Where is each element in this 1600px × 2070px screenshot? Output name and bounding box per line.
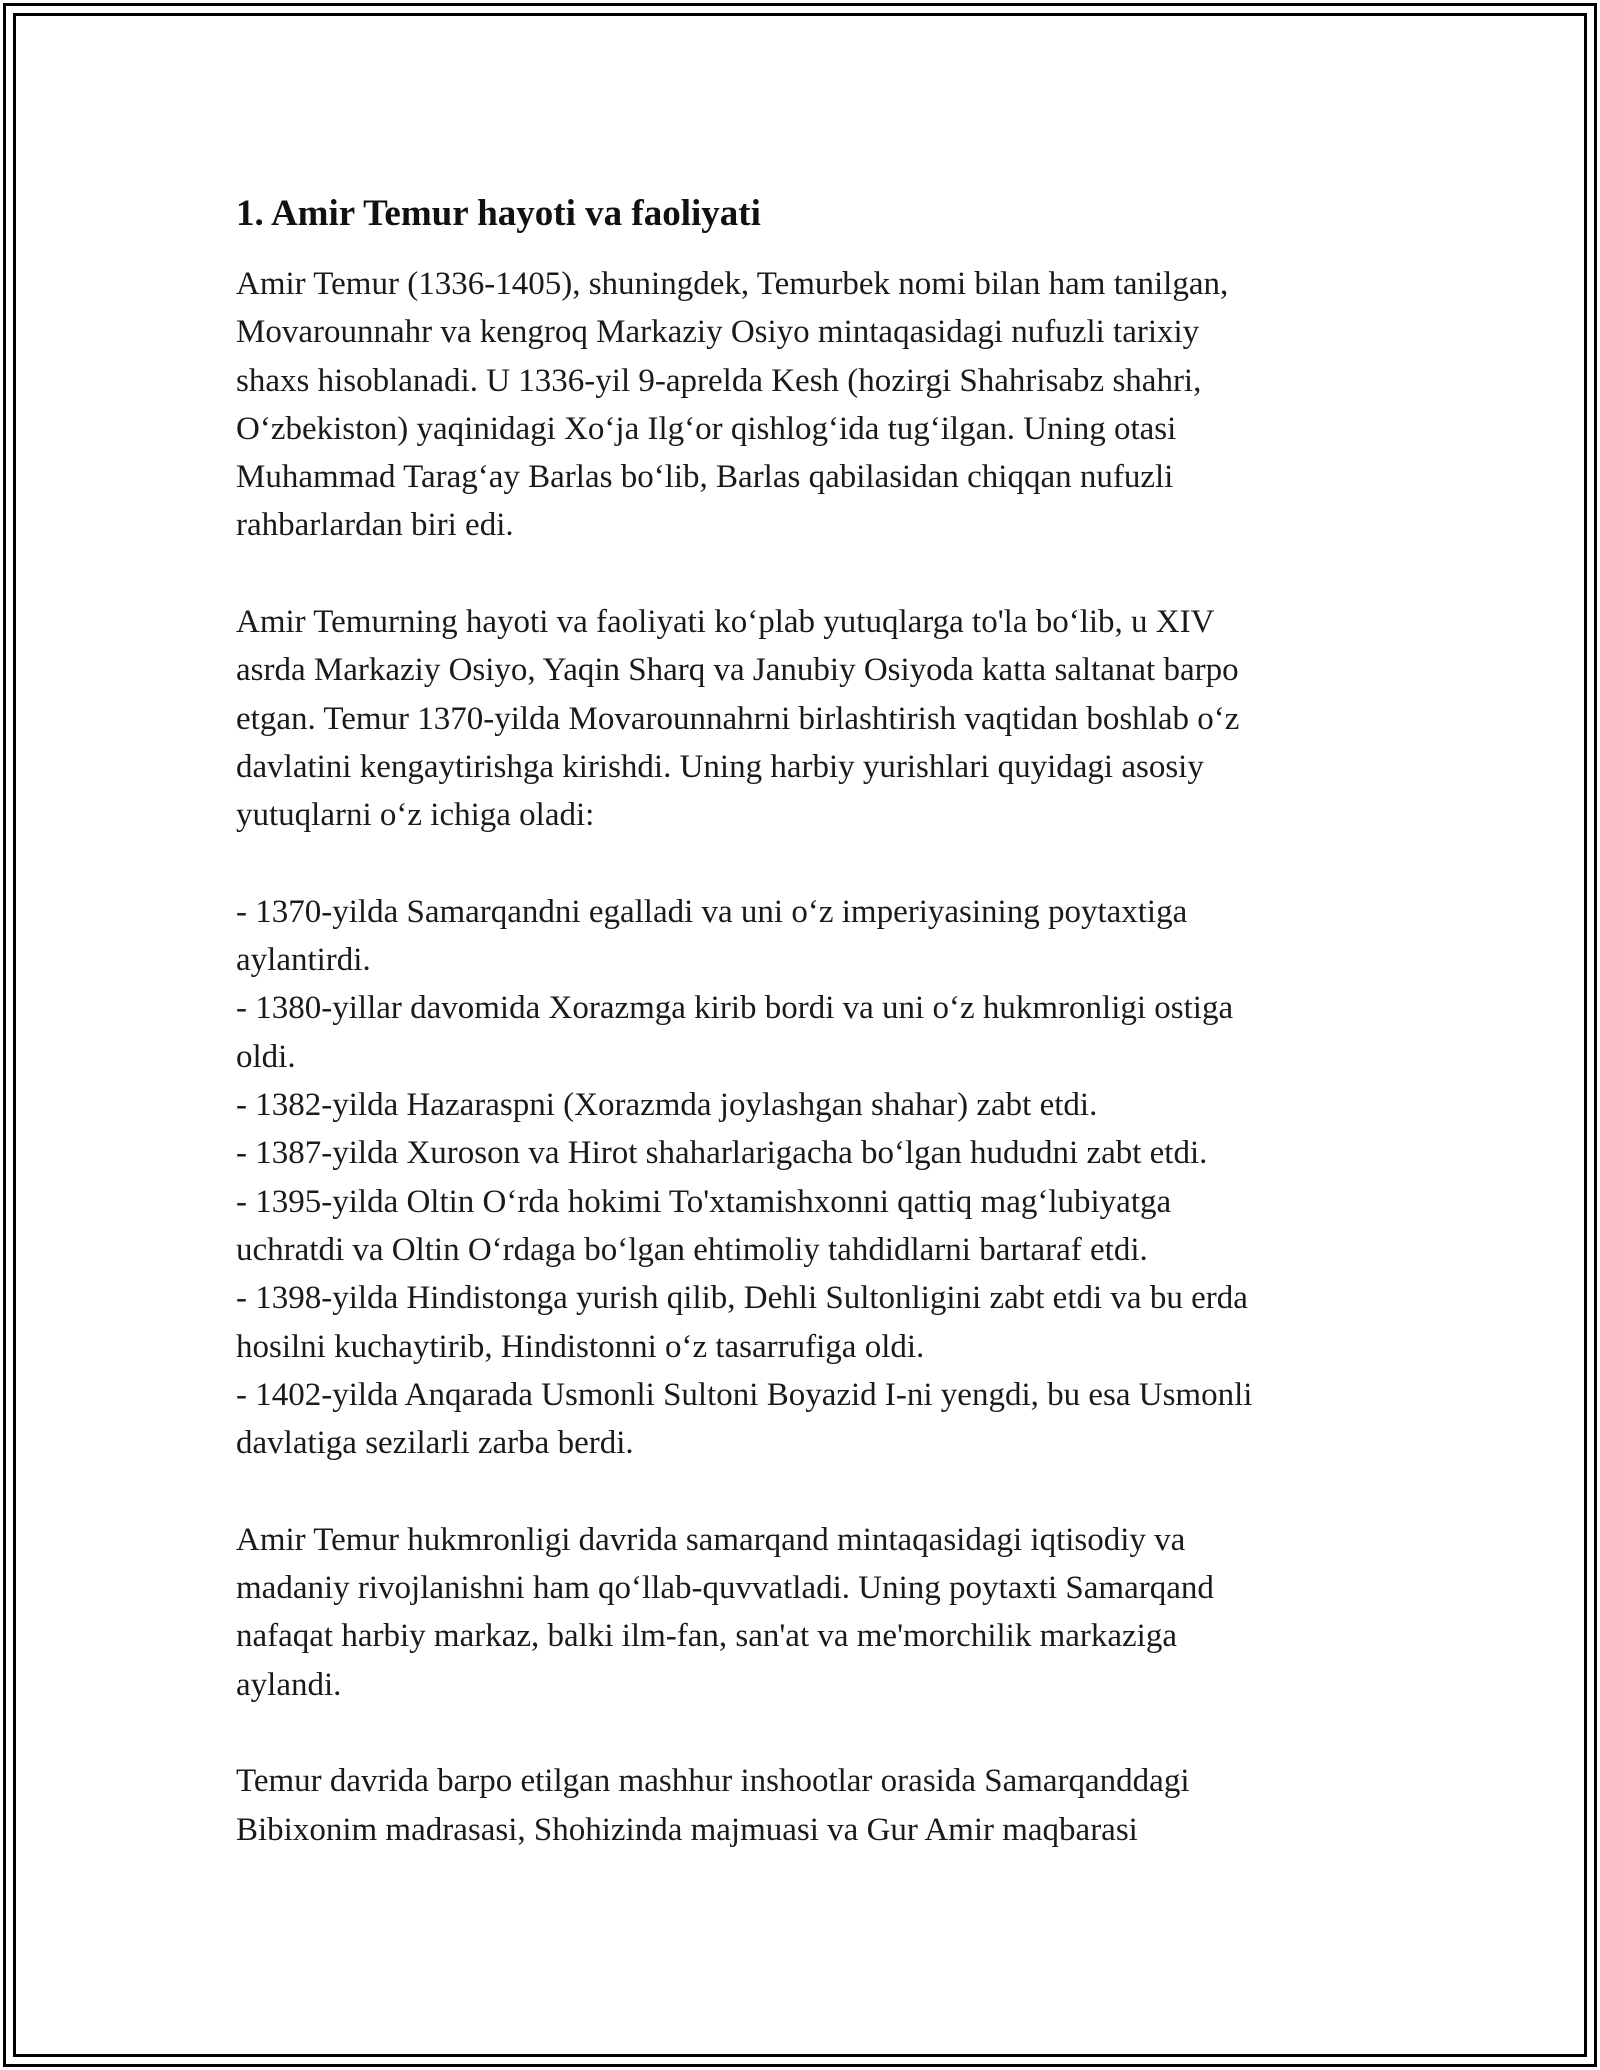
paragraph-spacer <box>236 1709 1386 1757</box>
document-body <box>236 186 1386 1854</box>
paragraph-monuments: Temur davrida barpo etilgan mashhur inshootlar orasida Samarqanddagi Bibixonim madrasasi, Shohizinda majmuasi va Gur Amir maqbarasi <box>236 1763 1190 1848</box>
paragraph-spacer <box>236 1467 1386 1515</box>
paragraph-culture: Amir Temur hukmronligi davrida samarqand mintaqasidagi iqtisodiy va madaniy rivojlanishni ham qo‘llab-quvvatladi. Uning poytaxti Samarqand nafaqat harbiy markaz, balki ilm-fan, san'at va me'morchilik markaziga aylandi. <box>236 1521 1214 1703</box>
paragraph-achievements: Amir Temurning hayoti va faoliyati ko‘plab yutuqlarga to'la bo‘lib, u XIV asrda Markaziy Osiyo, Yaqin Sharq va Janubiy Osiyoda katta saltanat barpo etgan. Temur 1370-yilda Movarounnahrni birlashtirish vaqtidan boshlab o‘z davlatini kengaytirishga kirishdi. Uning harbiy yurishlari quyidagi asosiy yutuqlarni o‘z ichiga oladi: <box>236 604 1240 834</box>
paragraph-spacer <box>236 550 1386 598</box>
paragraph-intro: Amir Temur (1336-1405), shuningdek, Temurbek nomi bilan ham tanilgan, Movarounnahr va kengroq Markaziy Osiyo mintaqasidagi nufuzli tarixiy shaxs hisoblanadi. U 1336-yil 9-aprelda Kesh (hozirgi Shahrisabz shahri, O‘zbekiston) yaqinidagi Xo‘ja Ilg‘or qishlog‘ida tug‘ilgan. Uning otasi Muhammad Tarag‘ay Barlas bo‘lib, Barlas qabilasidan chiqqan nufuzli rahbarlardan biri edi. <box>236 266 1229 544</box>
campaign-list: - 1370-yilda Samarqandni egalladi va uni o‘z imperiyasining poytaxtiga aylantirdi. - 1380-yillar davomida Xorazmga kirib bordi va uni o‘z hukmronligi ostiga oldi. - 1382-yilda Hazaraspni (Xorazmda joylashgan shahar) zabt etdi. - 1387-yilda Xuroson va Hirot shaharlarigacha bo‘lgan hududni zabt etdi. - 1395-yilda Oltin O‘rda hokimi To'xtamishxonni qattiq mag‘lubiyatga uchratdi va Oltin O‘rdaga bo‘lgan ehtimoliy tahdidlarni bartaraf etdi. - 1398-yilda Hindistonga yurish qilib, Dehli Sultonligini zabt etdi va bu erda hosilni kuchaytirib, Hindistonni o‘z tasarrufiga oldi. - 1402-yilda Anqarada Usmonli Sultoni Boyazid I-ni yengdi, bu esa Usmonli davlatiga sezilarli zarba berdi. <box>236 893 1253 1462</box>
paragraph-spacer <box>236 840 1386 888</box>
document-title: 1. Amir Temur hayoti va faoliyati <box>236 193 761 234</box>
